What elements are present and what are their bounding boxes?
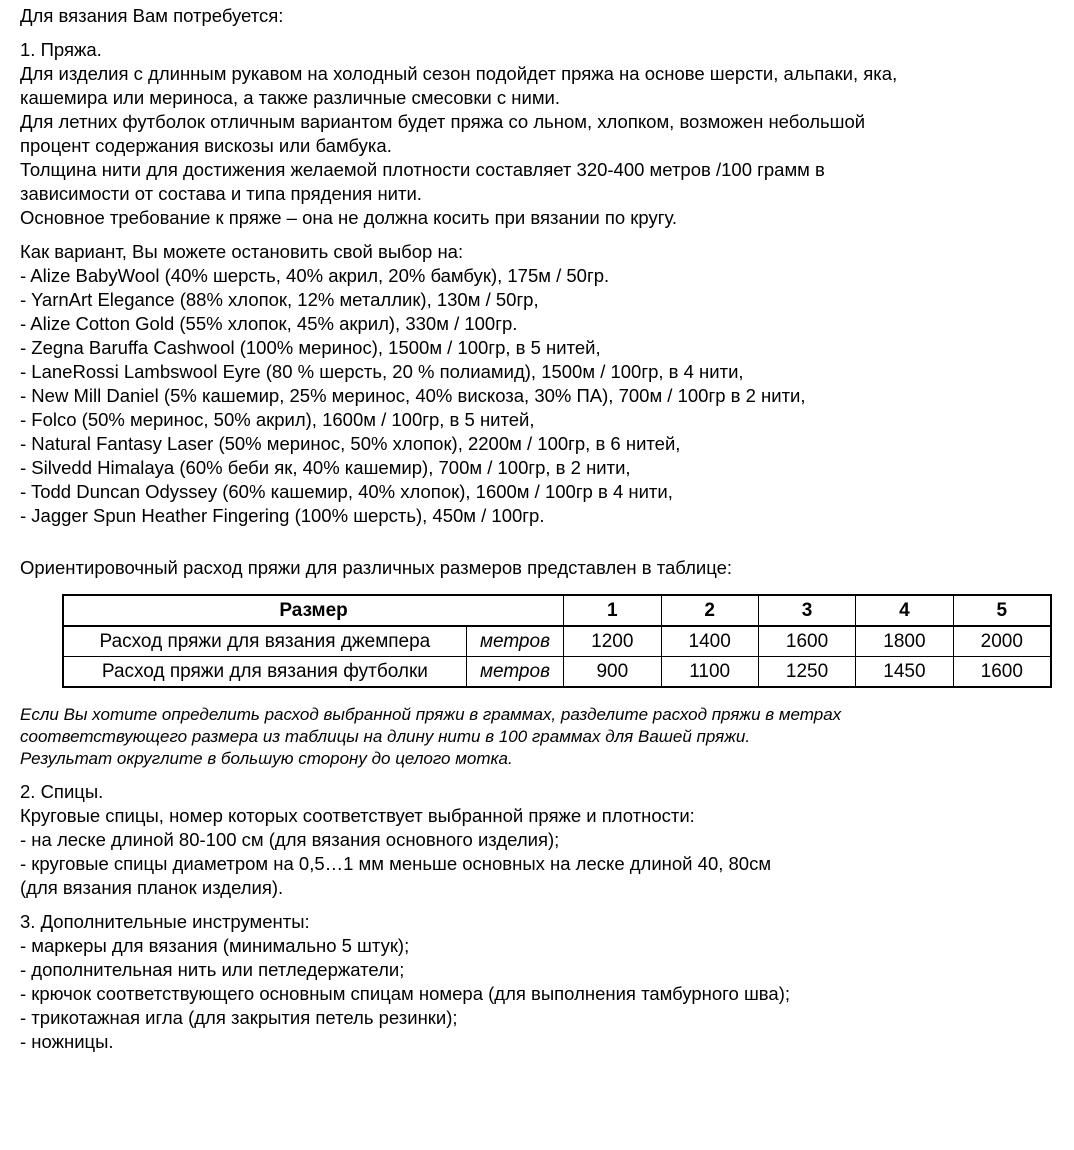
yarn-line: Для изделия с длинным рукавом на холодный сезон подойдет пряжа на основе шерсти, альпаки, яка, (20, 63, 898, 84)
yarn-line: Основное требование к пряже – она не должна косить при вязании по кругу. (20, 207, 677, 228)
yarn-line: Толщина нити для достижения желаемой плотности составляет 320-400 метров /100 грамм в (20, 159, 825, 180)
tools-line: - трикотажная игла (для закрытия петель резинки); (20, 1007, 458, 1028)
yarn-line: зависимости от состава и типа прядения нити. (20, 183, 422, 204)
yarn-option-item: - Alize BabyWool (40% шерсть, 40% акрил, 20% бамбук), 175м / 50гр. (20, 265, 610, 286)
size-column-header: 2 (661, 595, 758, 626)
yarn-line: кашемира или мериноса, а также различные смесовки с ними. (20, 87, 561, 108)
table-cell: 1400 (661, 626, 758, 657)
note-line: Результат округлите в большую сторону до целого мотка. (20, 749, 513, 768)
table-header-row (63, 595, 1051, 626)
size-column-header: 1 (564, 595, 661, 626)
row-unit: метров (466, 626, 563, 657)
yarn-option-item: - Folco (50% меринос, 50% акрил), 1600м / 100гр, в 5 нитей, (20, 409, 535, 430)
yarn-option-item: - Zegna Baruffa Cashwool (100% меринос), 1500м / 100гр, в 5 нитей, (20, 337, 601, 358)
table-cell: 1250 (758, 657, 855, 688)
table-row (63, 657, 1051, 688)
needles-line: - на леске длиной 80-100 см (для вязания основного изделия); (20, 829, 560, 850)
yarn-heading: 1. Пряжа. (20, 39, 102, 60)
table-row (63, 626, 1051, 657)
yarn-options-intro: Как вариант, Вы можете остановить свой выбор на: (20, 241, 464, 262)
size-column-header: 4 (856, 595, 953, 626)
needles-heading: 2. Спицы. (20, 781, 104, 802)
table-cell: 1600 (758, 626, 855, 657)
intro-text: Для вязания Вам потребуется: (20, 5, 284, 26)
table-cell: 900 (564, 657, 661, 688)
weight-note (20, 704, 1074, 770)
yarn-option-item: - LaneRossi Lambswool Eyre (80 % шерсть, 20 % полиамид), 1500м / 100гр, в 4 нити, (20, 361, 744, 382)
tools-line: - маркеры для вязания (минимально 5 штук); (20, 935, 410, 956)
yarn-line: процент содержания вискозы или бамбука. (20, 135, 392, 156)
row-label: Расход пряжи для вязания джемпера (63, 626, 466, 657)
yarn-option-item: - YarnArt Elegance (88% хлопок, 12% металлик), 130м / 50гр, (20, 289, 539, 310)
yarn-options (20, 240, 1074, 528)
yarn-option-item: - Silvedd Himalaya (60% беби як, 40% кашемир), 700м / 100гр, в 2 нити, (20, 457, 631, 478)
row-label: Расход пряжи для вязания футболки (63, 657, 466, 688)
tools-line: - ножницы. (20, 1031, 114, 1052)
row-unit: метров (466, 657, 563, 688)
table-cell: 1800 (856, 626, 953, 657)
size-column-header: 5 (953, 595, 1051, 626)
size-header: Размер (63, 595, 564, 626)
yarn-option-item: - Natural Fantasy Laser (50% меринос, 50% хлопок), 2200м / 100гр, в 6 нитей, (20, 433, 681, 454)
tools-line: - дополнительная нить или петледержатели; (20, 959, 405, 980)
table-cell: 1100 (661, 657, 758, 688)
note-line: соответствующего размера из таблицы на длину нити в 100 граммах для Вашей пряжи. (20, 727, 751, 746)
needles-section (20, 780, 1074, 900)
yarn-section (20, 38, 1074, 230)
needles-line: (для вязания планок изделия). (20, 877, 284, 898)
needles-line: - круговые спицы диаметром на 0,5…1 мм меньше основных на леске длиной 40, 80см (20, 853, 772, 874)
yarn-line: Для летних футболок отличным вариантом будет пряжа со льном, хлопком, возможен небольшой (20, 111, 866, 132)
table-intro: Ориентировочный расход пряжи для различных размеров представлен в таблице: (20, 557, 733, 578)
tools-line: - крючок соответствующего основным спицам номера (для выполнения тамбурного шва); (20, 983, 790, 1004)
table-cell: 1200 (564, 626, 661, 657)
yarn-option-item: - Todd Duncan Odyssey (60% кашемир, 40% хлопок), 1600м / 100гр в 4 нити, (20, 481, 673, 502)
table-cell: 1600 (953, 657, 1051, 688)
yarn-option-item: - Jagger Spun Heather Fingering (100% шерсть), 450м / 100гр. (20, 505, 545, 526)
tools-heading: 3. Дополнительные инструменты: (20, 911, 310, 932)
yarn-option-item: - Alize Cotton Gold (55% хлопок, 45% акрил), 330м / 100гр. (20, 313, 518, 334)
note-line: Если Вы хотите определить расход выбранной пряжи в граммах, разделите расход пряжи в метрах (20, 705, 842, 724)
yarn-usage-table (62, 594, 1052, 688)
size-column-header: 3 (758, 595, 855, 626)
needles-line: Круговые спицы, номер которых соответствует выбранной пряже и плотности: (20, 805, 695, 826)
table-cell: 1450 (856, 657, 953, 688)
tools-section (20, 910, 1074, 1054)
yarn-option-item: - New Mill Daniel (5% кашемир, 25% меринос, 40% вискоза, 30% ПА), 700м / 100гр в 2 нити, (20, 385, 806, 406)
table-cell: 2000 (953, 626, 1051, 657)
